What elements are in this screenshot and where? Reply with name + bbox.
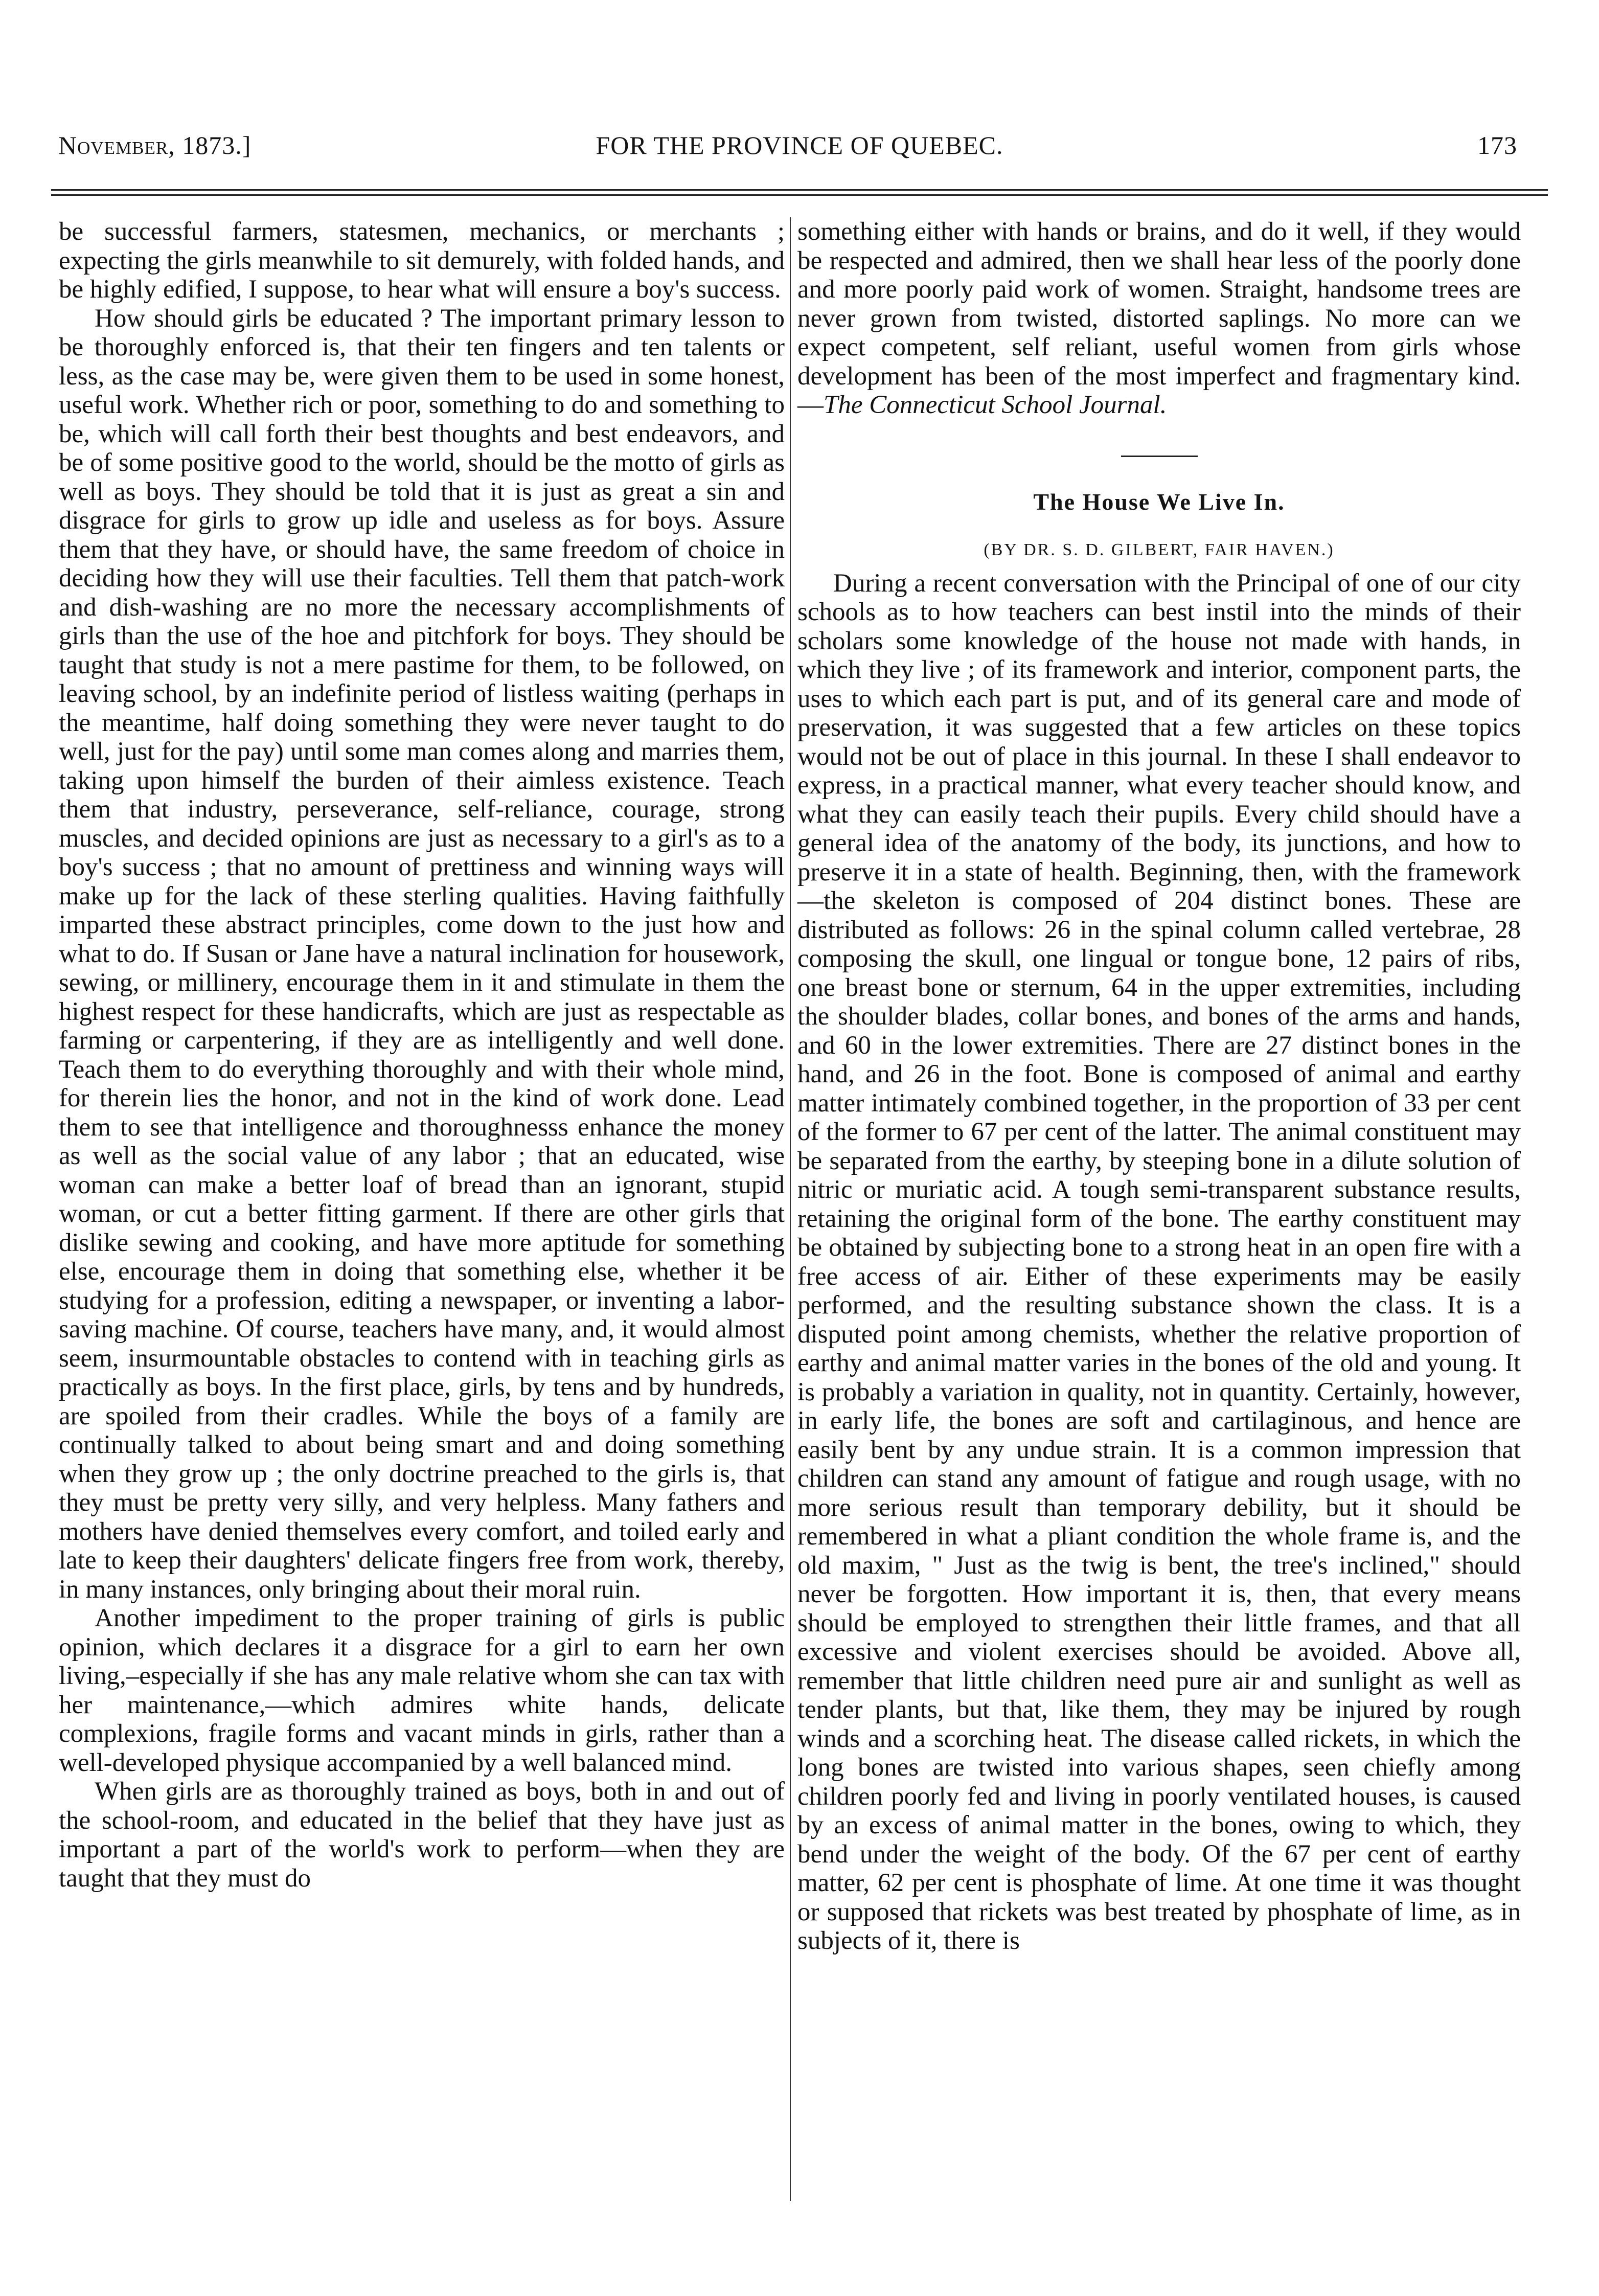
continued-text: something either with hands or brains, and do it well, if they would be respected and admired, then we shall hear less of the poorly done and more poorly paid work of women. Straight, handsome trees are never grown from twisted, distorted saplings. No more can we expect competent, self reliant, useful women from girls whose development has been of the most imperfect and fragmentary kind.— — [797, 217, 1521, 419]
source-citation: The Connecticut School Journal. — [824, 391, 1167, 419]
column-divider — [790, 217, 791, 2201]
page-number: 173 — [1477, 131, 1517, 160]
article-byline: (BY DR. S. D. GILBERT, FAIR HAVEN.) — [984, 540, 1335, 559]
page-header — [51, 130, 1548, 166]
left-paragraph: be successful farmers, statesmen, mechanics, or merchants ; expecting the girls meanwhile to sit demurely, with folded hands, and be highly edified, I suppose, to hear what will ensure a boy's success. — [59, 217, 785, 304]
section-separator — [1121, 456, 1198, 457]
issue-date: November, 1873.] — [58, 131, 252, 160]
left-column — [59, 217, 785, 1893]
header-rule-bottom — [51, 194, 1548, 196]
article-body: During a recent conversation with the Principal of one of our city schools as to how teachers can best instil into the minds of their scholars some knowledge of the house not made with hands, in which they live ; of its framework and interior, component parts, the uses to which each part is put, and of its general care and mode of preservation, it was suggested that a few articles on these topics would not be out of place in this journal. In these I shall endeavor to express, in a practical manner, what every teacher should know, and what they can easily teach their pupils. Every child should have a general idea of the anatomy of the body, its junctions, and how to preserve it in a state of health. Beginning, then, with the framework—the skeleton is composed of 204 distinct bones. These are distributed as follows: 26 in the spinal column called vertebrae, 28 composing the skull, one lingual or tongue bone, 12 pairs of ribs, one breast bone or sternum, 64 in the upper extremities, including the shoulder blades, collar bones, and bones of the arms and hands, and 60 in the lower extremities. There are 27 distinct bones in the hand, and 26 in the foot. Bone is composed of animal and earthy matter intimately combined together, in the proportion of 33 per cent of the former to 67 per cent of the latter. The animal constituent may be separated from the earthy, by steeping bone in a dilute solution of nitric or muriatic acid. A tough semi-transparent substance results, retaining the original form of the bone. The earthy constituent may be obtained by subjecting bone to a strong heat in an open fire with a free access of air. Either of these experiments may be easily performed, and the resulting substance shown the class. It is a disputed point among chemists, whether the relative proportion of earthy and animal matter varies in the bones of the old and young. It is probably a variation in quality, not in quantity. Certainly, however, in early life, the bones are soft and cartilaginous, and hence are easily bent by any undue strain. It is a common impression that children can stand any amount of fatigue and rough usage, with no more serious result than temporary debility, but it should be remembered in what a pliant condition the whole frame is, and the old maxim, " Just as the twig is bent, the tree's inclined," should never be forgotten. How important it is, then, that every means should be employed to strengthen their little frames, and that all excessive and violent exercises should be avoided. Above all, remember that little children need pure air and sunlight as well as tender plants, but that, like them, they may be injured by rough winds and a scorching heat. The disease called rickets, in which the long bones are twisted into various shapes, seen chiefly among children poorly fed and living in poorly ventilated houses, is caused by an excess of animal matter in the bones, owing to which, they bend under the weight of the body. Of the 67 per cent of earthy matter, 62 per cent is phosphate of lime. At one time it was thought or supposed that rickets was best treated by phosphate of lime, as in subjects of it, there is — [797, 569, 1521, 1955]
article-title: The House We Live In. — [1033, 488, 1285, 515]
left-paragraph: How should girls be educated ? The important primary lesson to be thoroughly enforced is, that their ten fingers and ten talents or less, as the case may be, were given them to be used in some honest, useful work. Whether rich or poor, something to do and something to be, which will call forth their best thoughts and best endeavors, and be of some positive good to the world, should be the motto of girls as well as boys. They should be told that it is just as great a sin and disgrace for girls to grow up idle and useless as for boys. Assure them that they have, or should have, the same freedom of choice in deciding how they will use their faculties. Tell them that patch-work and dish-washing are no more the necessary accomplishments of girls than the use of the hoe and pitchfork for boys. They should be taught that study is not a mere pastime for them, to be followed, on leaving school, by an indefinite period of listless waiting (perhaps in the meantime, half doing something they were never taught to do well, just for the pay) until some man comes along and marries them, taking upon himself the burden of their aimless existence. Teach them that industry, perseverance, self-reliance, courage, strong muscles, and decided opinions are just as necessary to a girl's as to a boy's success ; that no amount of prettiness and winning ways will make up for the lack of these sterling qualities. Having faithfully imparted these abstract principles, come down to the just how and what to do. If Susan or Jane have a natural inclination for housework, sewing, or millinery, encourage them in it and stimulate in them the highest respect for these handicrafts, which are just as respectable as farming or carpentering, if they are as intelligently and well done. Teach them to do everything thoroughly and with their whole mind, for therein lies the honor, and not in the kind of work done. Lead them to see that intelligence and thoroughnesss enhance the money as well as the social value of any labor ; that an educated, wise woman can make a better loaf of bread than an ignorant, stupid woman, or cut a better fitting garment. If there are other girls that dislike sewing and cooking, and have more aptitude for something else, encourage them in doing that something else, whether it be studying for a profession, editing a newspaper, or inventing a labor-saving machine. Of course, teachers have many, and, it would almost seem, insurmountable obstacles to contend with in teaching girls as practically as boys. In the first place, girls, by tens and by hundreds, are spoiled from their cradles. While the boys of a family are continually talked to about being smart and and doing something when they grow up ; the only doctrine preached to the girls is, that they must be pretty very silly, and very helpless. Many fathers and mothers have denied themselves every comfort, and toiled early and late to keep their daughters' delicate fingers free from work, thereby, in many instances, only bringing about their moral ruin. — [59, 304, 785, 1604]
right-column — [797, 217, 1521, 1956]
left-paragraph: When girls are as thoroughly trained as boys, both in and out of the school-room, and educated in the belief that they have just as important a part of the world's work to perform—when they are taught that they must do — [59, 1777, 785, 1893]
header-rule-top — [51, 189, 1548, 191]
continued-paragraph — [797, 217, 1521, 420]
left-paragraph: Another impediment to the proper training of girls is public opinion, which declares it a disgrace for a girl to earn her own living,–especially if she has any male relative whom she can tax with her maintenance,—which admires white hands, delicate complexions, fragile forms and vacant minds in girls, rather than a well-developed physique accompanied by a well balanced mind. — [59, 1604, 785, 1777]
running-title: FOR THE PROVINCE OF QUEBEC. — [596, 131, 1003, 160]
